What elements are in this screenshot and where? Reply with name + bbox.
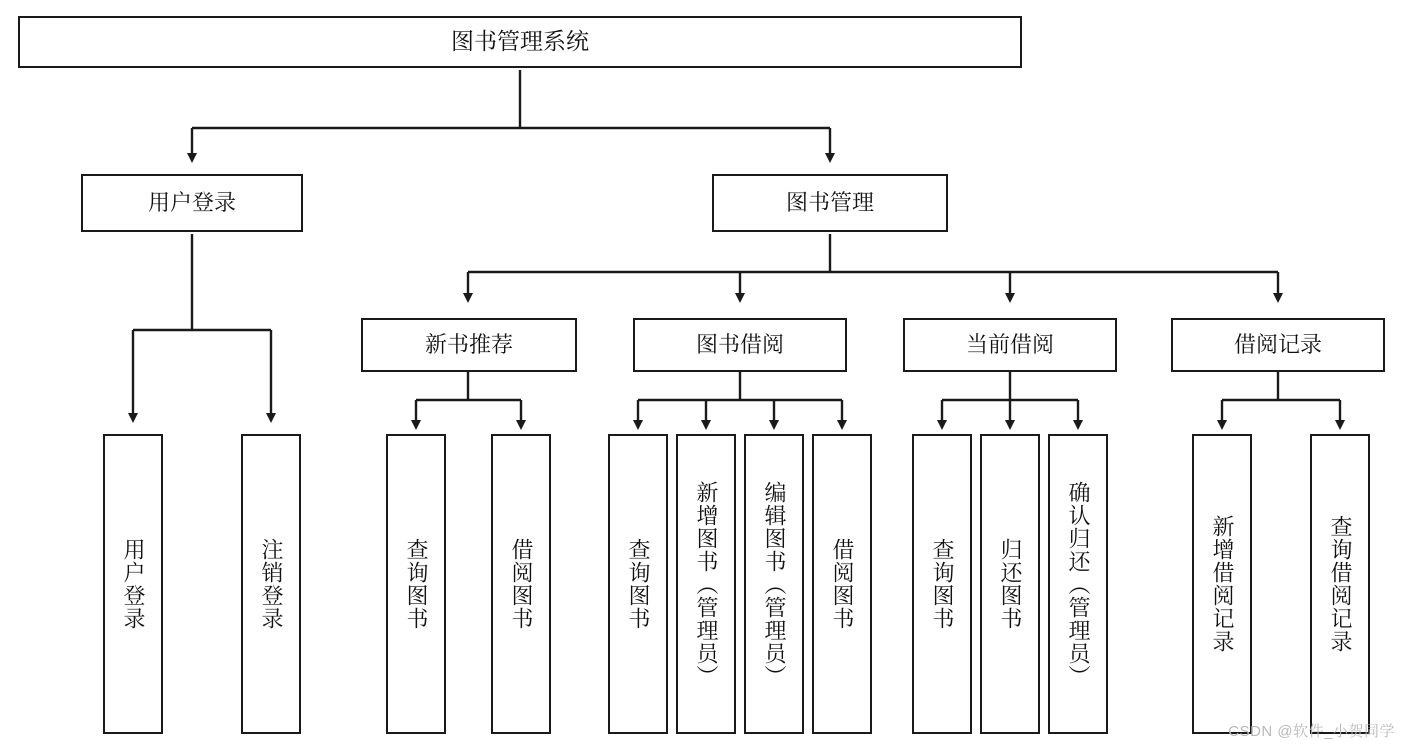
leaf-record-add-label: 新增借阅记录 (1209, 515, 1235, 653)
leaf-rec-query-book-label: 查询图书 (403, 538, 429, 630)
node-current-borrow-label: 当前借阅 (965, 332, 1054, 358)
leaf-borrow-query-book-label: 查询图书 (625, 538, 651, 630)
leaf-current-return-book-label: 归还图书 (997, 538, 1023, 630)
leaf-user-login (103, 434, 163, 734)
leaf-borrow-edit-book-label: 编辑图书（管理员） (761, 480, 787, 688)
node-borrow-record (1171, 318, 1385, 372)
leaf-logout-label: 注销登录 (258, 538, 284, 630)
leaf-rec-query-book (386, 434, 446, 734)
node-book-borrow (633, 318, 847, 372)
node-book-manage-label: 图书管理 (785, 190, 874, 216)
leaf-record-add (1192, 434, 1252, 734)
leaf-current-query-book-label: 查询图书 (929, 538, 955, 630)
node-new-book-recommend-label: 新书推荐 (424, 332, 513, 358)
node-user-login (81, 174, 303, 232)
node-current-borrow (903, 318, 1117, 372)
node-new-book-recommend (361, 318, 577, 372)
leaf-user-login-label: 用户登录 (120, 538, 146, 630)
leaf-rec-borrow-book-label: 借阅图书 (508, 538, 534, 630)
leaf-current-query-book (912, 434, 972, 734)
leaf-borrow-edit-book (744, 434, 804, 734)
node-user-login-label: 用户登录 (147, 190, 236, 216)
leaf-borrow-query-book (608, 434, 668, 734)
node-book-manage (712, 174, 948, 232)
node-book-borrow-label: 图书借阅 (695, 332, 784, 358)
leaf-current-confirm-return (1048, 434, 1108, 734)
leaf-current-confirm-return-label: 确认归还（管理员） (1065, 480, 1091, 688)
watermark: CSDN @软件_小贺同学 (1228, 723, 1395, 740)
leaf-borrow-lend-book-label: 借阅图书 (829, 538, 855, 630)
node-borrow-record-label: 借阅记录 (1233, 332, 1322, 358)
leaf-logout (241, 434, 301, 734)
leaf-borrow-lend-book (812, 434, 872, 734)
leaf-record-query (1310, 434, 1370, 734)
leaf-borrow-add-book (676, 434, 736, 734)
leaf-record-query-label: 查询借阅记录 (1327, 515, 1353, 653)
node-root-label: 图书管理系统 (451, 28, 589, 55)
leaf-borrow-add-book-label: 新增图书（管理员） (693, 480, 719, 688)
leaf-current-return-book (980, 434, 1040, 734)
node-root (18, 16, 1022, 68)
leaf-rec-borrow-book (491, 434, 551, 734)
